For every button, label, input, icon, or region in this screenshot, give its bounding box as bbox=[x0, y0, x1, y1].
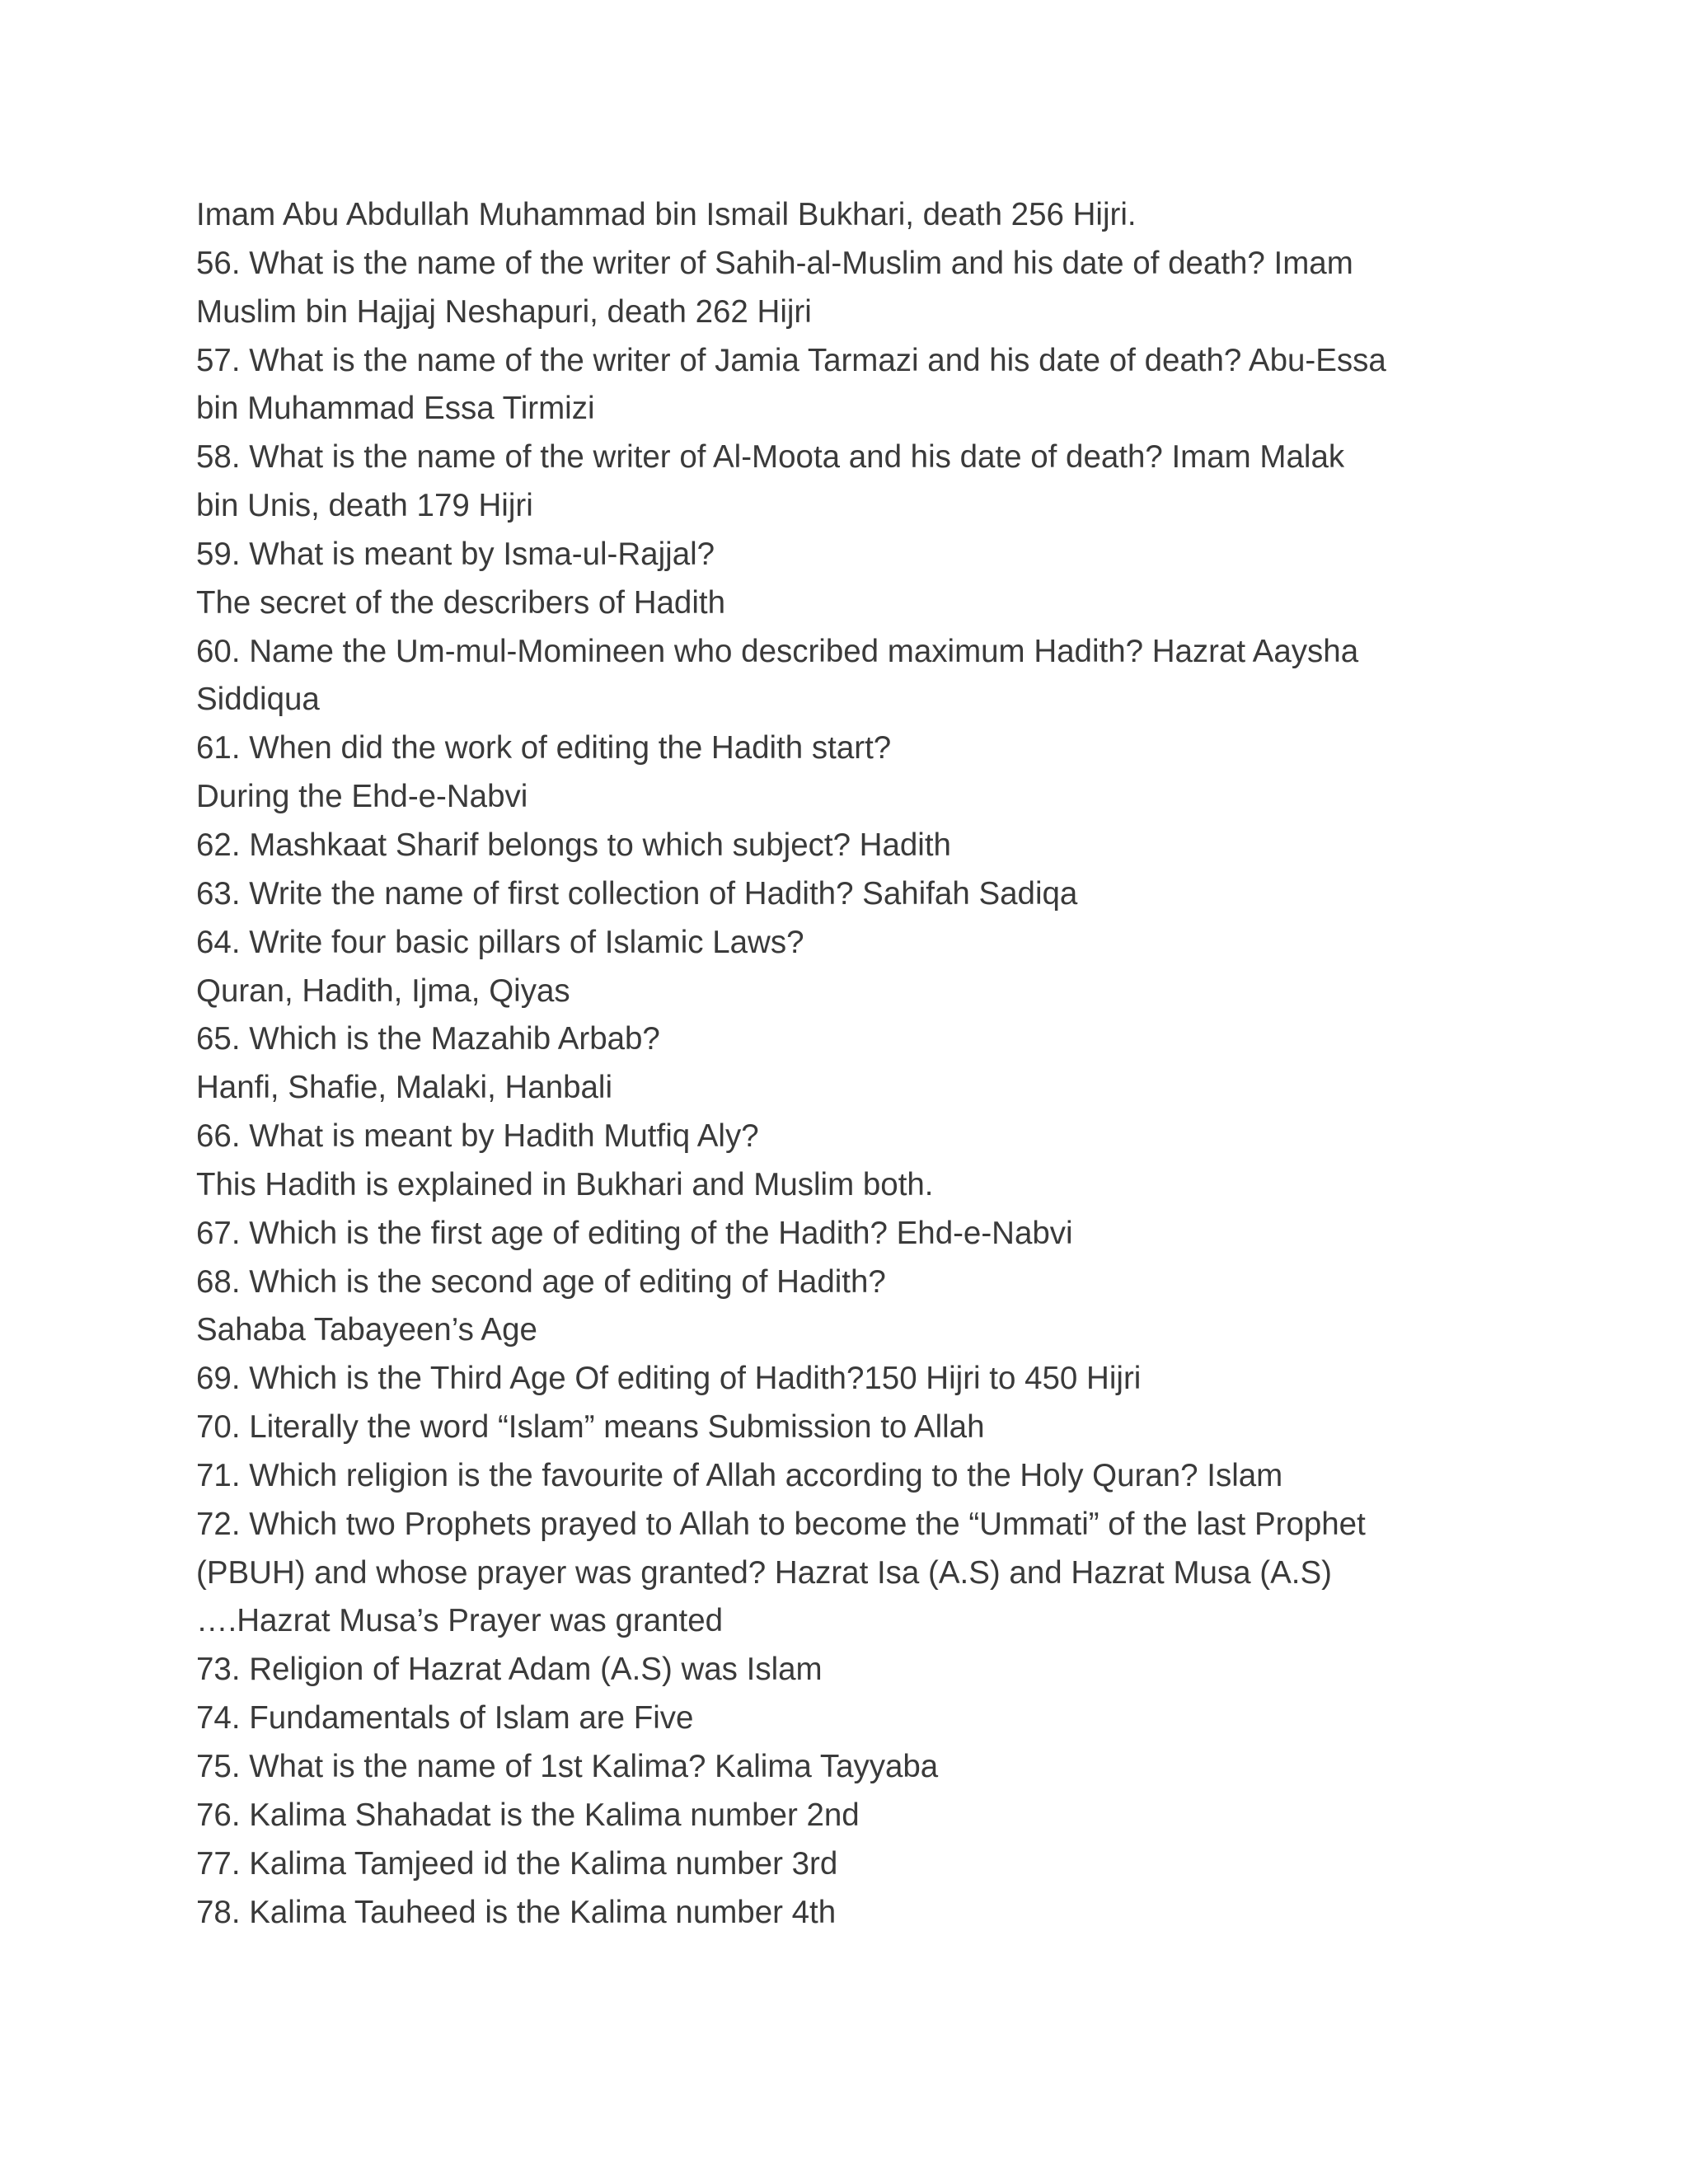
text-line: Siddiqua bbox=[196, 682, 320, 718]
text-line: Quran, Hadith, Ijma, Qiyas bbox=[196, 972, 570, 1009]
text-line: During the Ehd-e-Nabvi bbox=[196, 779, 528, 815]
text-line: 66. What is meant by Hadith Mutfiq Aly? bbox=[196, 1118, 759, 1155]
text-line: Hanfi, Shafie, Malaki, Hanbali bbox=[196, 1070, 613, 1106]
document-body bbox=[196, 191, 1482, 1937]
text-line: 71. Which religion is the favourite of Allah according to the Holy Quran? Islam bbox=[196, 1457, 1283, 1493]
text-line: This Hadith is explained in Bukhari and Muslim both. bbox=[196, 1166, 934, 1202]
text-line: (PBUH) and whose prayer was granted? Hazrat Isa (A.S) and Hazrat Musa (A.S) bbox=[196, 1554, 1332, 1591]
text-line: The secret of the describers of Hadith bbox=[196, 584, 725, 621]
text-line: 74. Fundamentals of Islam are Five bbox=[196, 1700, 694, 1736]
text-line: 78. Kalima Tauheed is the Kalima number 4th bbox=[196, 1894, 837, 1930]
text-line: 61. When did the work of editing the Hadith start? bbox=[196, 730, 892, 766]
text-line: 69. Which is the Third Age Of editing of Hadith?150 Hijri to 450 Hijri bbox=[196, 1361, 1142, 1397]
text-line: Sahaba Tabayeen’s Age bbox=[196, 1312, 537, 1348]
text-line: 57. What is the name of the writer of Jamia Tarmazi and his date of death? Abu-Essa bbox=[196, 342, 1386, 378]
text-line: 56. What is the name of the writer of Sahih-al-Muslim and his date of death? Imam bbox=[196, 245, 1353, 281]
text-line: ….Hazrat Musa’s Prayer was granted bbox=[196, 1603, 724, 1639]
text-line: bin Muhammad Essa Tirmizi bbox=[196, 391, 595, 427]
text-line: 73. Religion of Hazrat Adam (A.S) was Islam bbox=[196, 1652, 823, 1688]
text-line: bin Unis, death 179 Hijri bbox=[196, 488, 533, 524]
text-line: Muslim bin Hajjaj Neshapuri, death 262 Hijri bbox=[196, 293, 812, 330]
text-line: 58. What is the name of the writer of Al-Moota and his date of death? Imam Malak bbox=[196, 439, 1345, 476]
text-line: 59. What is meant by Isma-ul-Rajjal? bbox=[196, 536, 715, 572]
text-line: 62. Mashkaat Sharif belongs to which subject? Hadith bbox=[196, 827, 951, 863]
text-line: 60. Name the Um-mul-Momineen who described maximum Hadith? Hazrat Aaysha bbox=[196, 633, 1359, 669]
text-line: 76. Kalima Shahadat is the Kalima number 2nd bbox=[196, 1797, 860, 1833]
text-line: 72. Which two Prophets prayed to Allah to become the “Ummati” of the last Prophet bbox=[196, 1506, 1366, 1542]
text-line: 63. Write the name of first collection of Hadith? Sahifah Sadiqa bbox=[196, 875, 1078, 912]
text-line: 65. Which is the Mazahib Arbab? bbox=[196, 1021, 660, 1057]
text-line: 68. Which is the second age of editing of Hadith? bbox=[196, 1263, 886, 1300]
text-line: 77. Kalima Tamjeed id the Kalima number 3rd bbox=[196, 1845, 838, 1882]
text-line: 75. What is the name of 1st Kalima? Kalima Tayyaba bbox=[196, 1749, 939, 1784]
text-line: 64. Write four basic pillars of Islamic Laws? bbox=[196, 924, 804, 960]
text-line: 70. Literally the word “Islam” means Submission to Allah bbox=[196, 1409, 985, 1446]
text-line: 67. Which is the first age of editing of the Hadith? Ehd-e-Nabvi bbox=[196, 1215, 1073, 1251]
text-line: Imam Abu Abdullah Muhammad bin Ismail Bukhari, death 256 Hijri. bbox=[196, 197, 1137, 232]
